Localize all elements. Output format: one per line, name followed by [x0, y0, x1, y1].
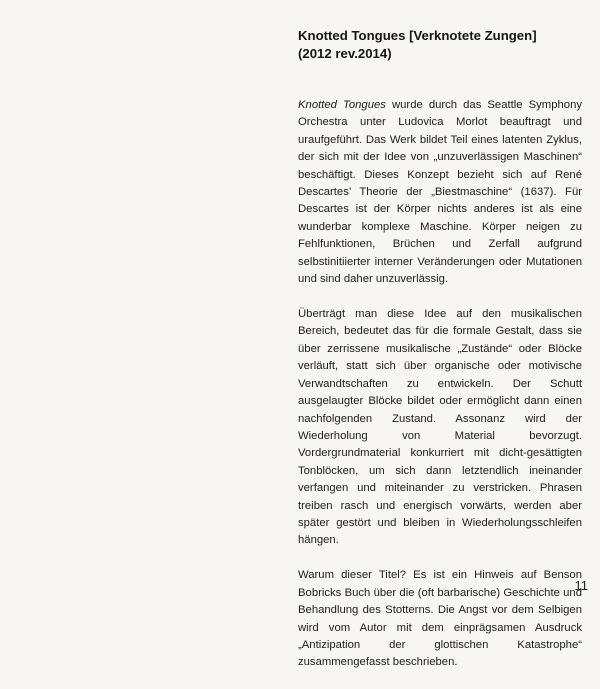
section-heading	[298, 27, 588, 63]
paragraph-1-text: wurde durch das Seattle Symphony Orchestra unter Ludovica Morlot beauftragt und uraufgeführt. Das Werk bildet Teil eines latenten Zyklus, der sich mit der Idee von „unzuverlässigen Maschinen“ beschäftigt. Dieses Konzept bezieht sich auf René Descartes’ Theorie der „Biestmaschine“ (1637). Für Descartes ist der Körper nichts anderes ist als eine wunderbar komplexe Maschine. Körper neigen zu Fehlfunktionen, Brüchen und Zerfall aufgrund selbstinitiierter interner Veränderungen oder Mutationen und sind daher unzuverlässig.	[298, 99, 582, 286]
heading-title: Knotted Tongues [Verknotete Zungen]	[298, 28, 537, 43]
page-number: 11	[574, 578, 588, 593]
heading-year: (2012 rev.2014)	[298, 46, 392, 61]
body-text	[298, 97, 582, 689]
work-title: Knotted Tongues	[298, 99, 386, 111]
paragraph-3: Warum dieser Titel? Es ist ein Hinweis auf Benson Bobricks Buch über die (oft barbarische) Geschichte und Behandlung des Stotterns. Die Angst vor dem Selbigen wird vom Autor mit dem einprägsamen Ausdruck „Antizipation der glottischen Katastrophe“ zusammengefasst beschrieben.	[298, 569, 582, 669]
bleed-through-text	[18, 30, 258, 64]
paragraph-1	[298, 97, 582, 288]
paragraph-2: Überträgt man diese Idee auf den musikalischen Bereich, bedeutet das für die formale Gestalt, dass sie über zerrissene musikalische „Zustände“ oder Blöcke verläuft, statt sich über organische oder motivische Verwandtschaften zu entwickeln. Der Schutt ausgelaugter Blöcke bildet oder ermöglicht dann einen nachfolgenden Zustand. Assonanz wird der Wiederholung von Material bevorzugt. Vordergrundmaterial konkurriert mit dicht-gesättigten Tonblöcken, um sich dann letztendlich ineinander verfangen und miteinander zu verstricken. Phrasen treiben rasch und energisch vorwärts, werden aber später gestört und bleiben in Wiederholungsschleifen hängen.	[298, 308, 582, 547]
